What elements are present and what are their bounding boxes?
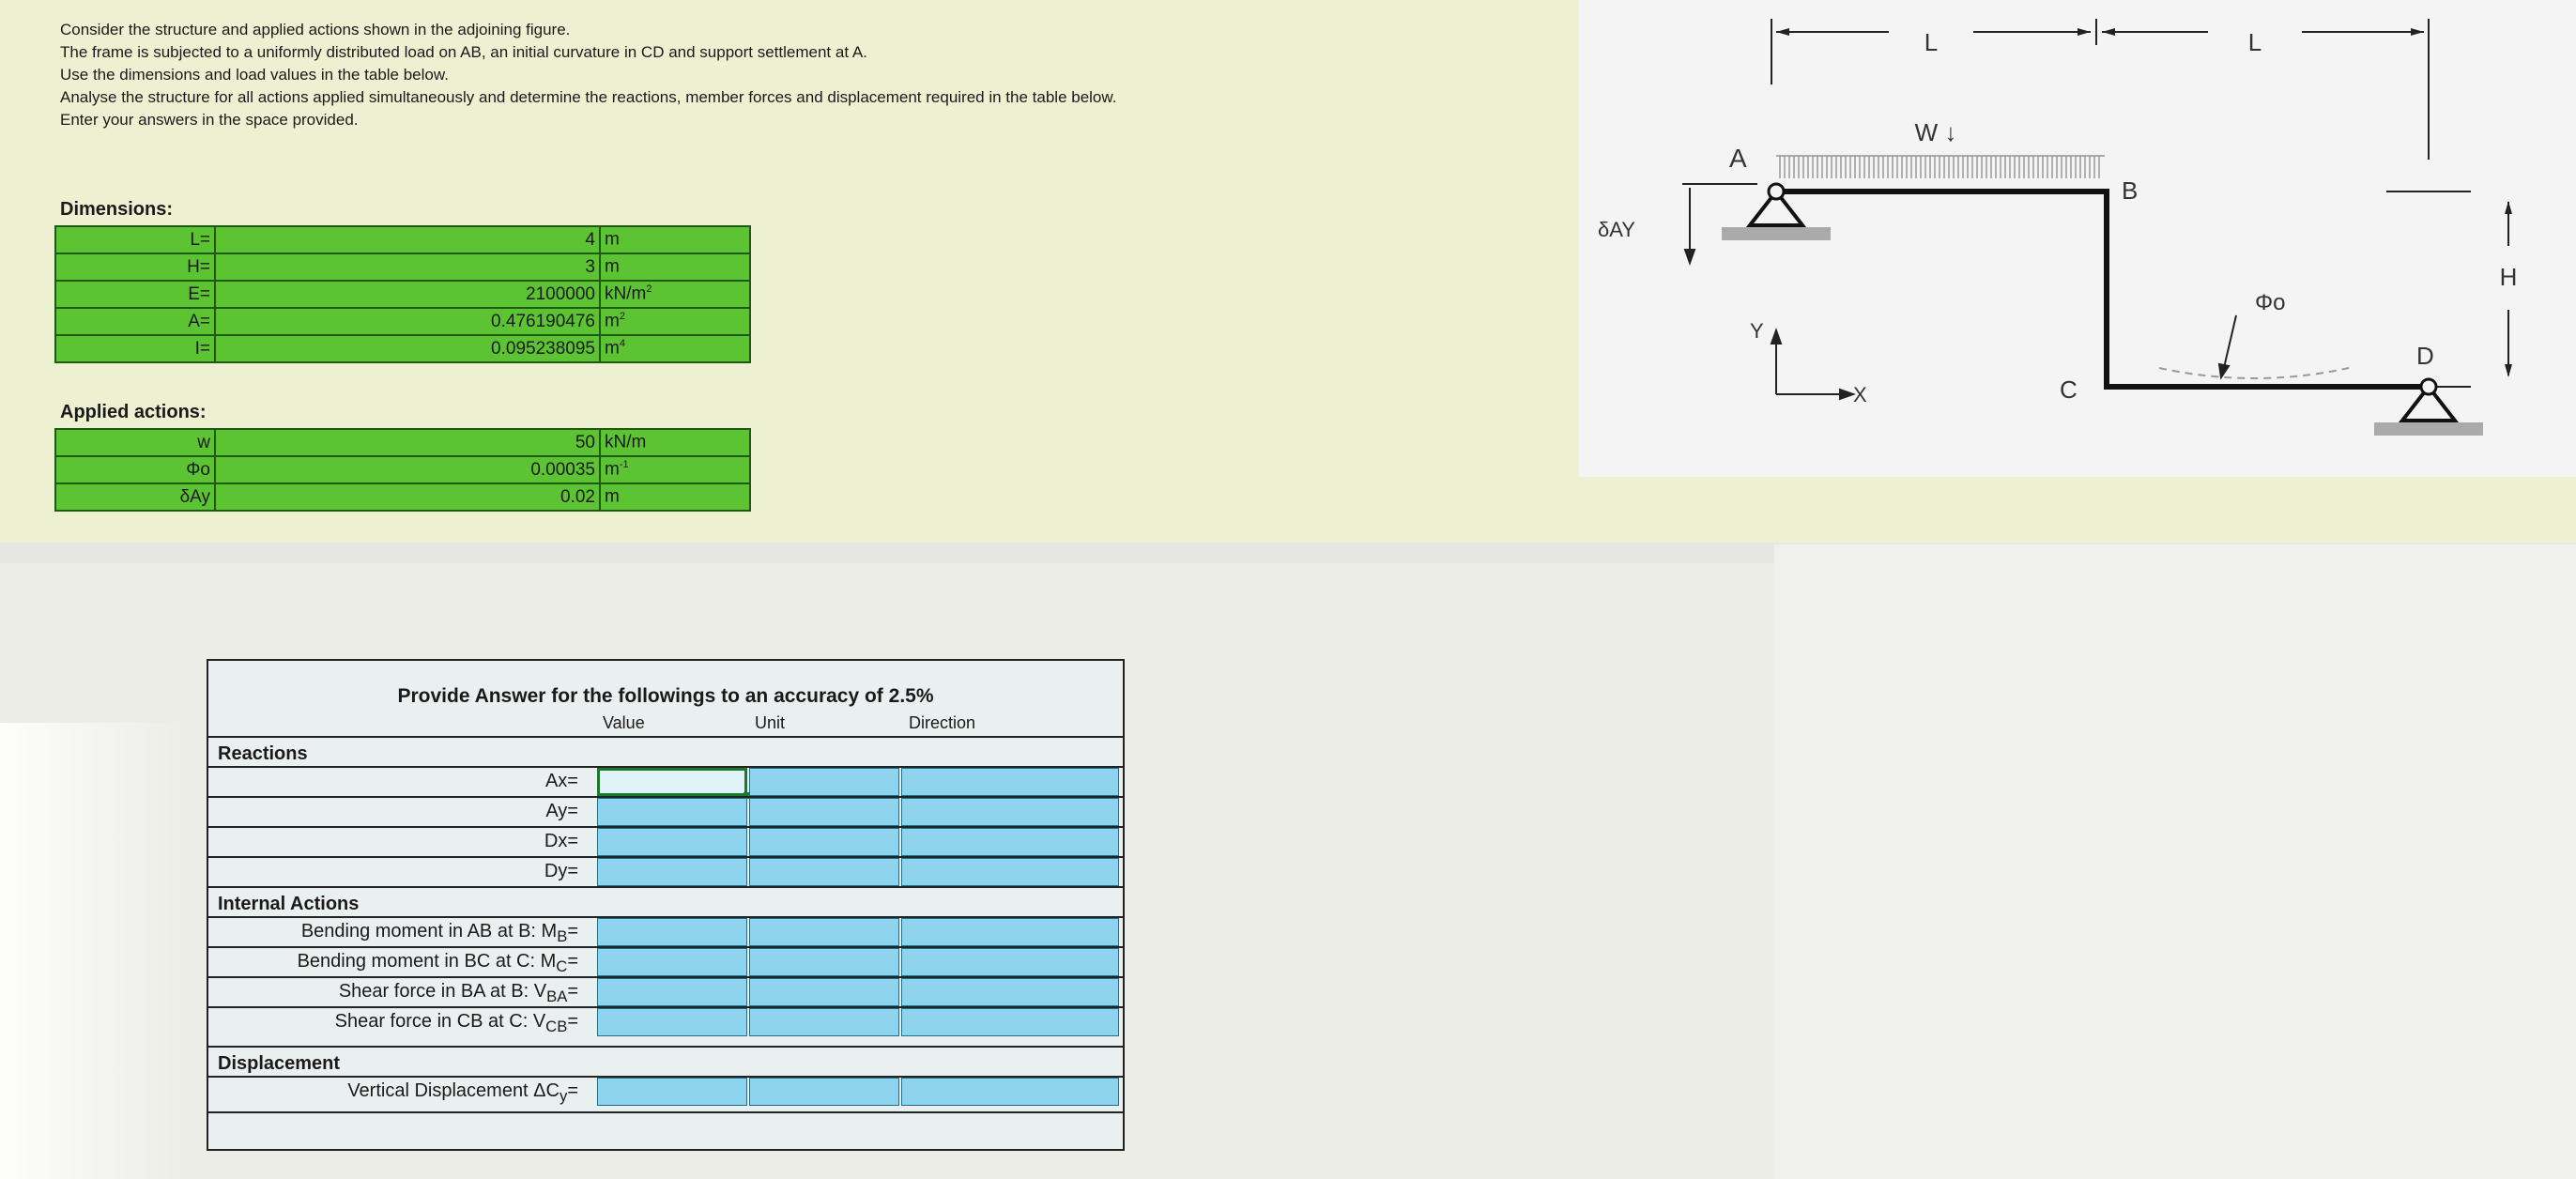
dim-label-l2: L [2247,28,2262,56]
vcb-direction-cell[interactable] [901,1008,1119,1036]
dx-unit-cell[interactable] [749,828,899,856]
intro-line: Use the dimensions and load values in the table below. [60,66,449,84]
ax-value-cell[interactable] [597,768,747,796]
vcb-unit-cell[interactable] [749,1008,899,1036]
problem-statement [60,19,1116,131]
dy-direction-cell[interactable] [901,858,1119,886]
table-row [208,856,1123,888]
reactions-title: Reactions [218,743,308,764]
table-row [55,308,750,335]
row-label-ay: Ay= [545,801,578,821]
action-label[interactable]: w [55,429,215,456]
dim-value[interactable]: 2100000 [215,281,600,308]
table-row [208,796,1123,828]
dim-value[interactable]: 0.476190476 [215,308,600,335]
action-unit[interactable]: $m^{-1}$ [600,456,750,483]
frame-diagram-svg [1579,0,2576,477]
settlement-arrow [1682,184,1757,263]
dim-label[interactable]: I= [55,335,215,362]
table-row [55,429,750,456]
action-unit[interactable]: kN/m [600,429,750,456]
ax-unit-cell[interactable] [749,768,899,796]
node-label-b: B [2122,176,2139,205]
row-label-ax: Ax= [544,771,578,791]
dim-unit[interactable]: $kN/m^2$ [600,281,750,308]
udl-load-ticks [1780,156,2099,178]
internal-actions-title: Internal Actions [218,894,360,914]
row-label-dy: Dy= [544,861,578,881]
blank-sheet-area [1774,544,2576,1179]
dim-value[interactable]: 4 [215,226,600,253]
dim-value[interactable]: 0.095238095 [215,335,600,362]
axis-label-y: Y [1750,319,1764,343]
dim-label[interactable]: L= [55,226,215,253]
vba-value-cell[interactable] [597,978,747,1006]
ay-value-cell[interactable] [597,798,747,826]
dim-unit[interactable]: m [600,226,750,253]
action-value[interactable]: 0.00035 [215,456,600,483]
dimension-h-line [2386,191,2508,387]
table-row [55,335,750,362]
table-row [208,886,1123,918]
table-row [208,826,1123,858]
row-label-mc: Bending moment in BC at C: $M_C=$ [297,951,578,975]
deltacy-value-cell[interactable] [597,1078,747,1106]
dim-value[interactable]: 3 [215,253,600,281]
table-row [208,1076,1123,1108]
mc-value-cell[interactable] [597,948,747,976]
answer-table [207,659,1125,1151]
dim-label-h: H [2499,263,2518,291]
intro-line: The frame is subjected to a uniformly distributed load on AB, an initial curvature in CD and support settlement at A. [60,43,867,61]
row-label-vcb: Shear force in CB at C: $V_{CB}=$ [334,1011,578,1035]
action-value[interactable]: 50 [215,429,600,456]
deltacy-unit-cell[interactable] [749,1078,899,1106]
dim-unit[interactable]: $m^2$ [600,308,750,335]
table-row [208,1046,1123,1078]
vba-unit-cell[interactable] [749,978,899,1006]
dimensions-title: Dimensions: [60,199,174,220]
axes-icon [1771,330,1853,399]
dy-unit-cell[interactable] [749,858,899,886]
deltacy-direction-cell[interactable] [901,1078,1119,1106]
intro-line: Analyse the structure for all actions applied simultaneously and determine the reactions, member forces and displacement required in the table below. [60,88,1117,106]
ay-unit-cell[interactable] [749,798,899,826]
mb-value-cell[interactable] [597,918,747,946]
answer-header: Provide Answer for the followings to an accuracy of 2.5% [397,685,934,707]
action-unit[interactable]: m [600,483,750,511]
applied-actions-table [54,428,751,512]
col-header-unit: Unit [755,713,786,732]
table-row [208,766,1123,798]
action-value[interactable]: 0.02 [215,483,600,511]
dimensions-table [54,225,751,363]
ax-direction-cell[interactable] [901,768,1119,796]
dim-label[interactable]: A= [55,308,215,335]
table-row [55,456,750,483]
node-label-c: C [2060,375,2078,404]
table-row [208,1111,1123,1113]
table-row [208,916,1123,948]
applied-actions-title: Applied actions: [60,402,207,422]
table-row [55,253,750,281]
mc-direction-cell[interactable] [901,948,1119,976]
dx-value-cell[interactable] [597,828,747,856]
dim-label[interactable]: E= [55,281,215,308]
axis-label-x: X [1853,383,1867,406]
dim-label[interactable]: H= [55,253,215,281]
table-row [208,946,1123,978]
col-header-direction: Direction [909,713,976,732]
curvature-curve [2159,368,2349,378]
table-row [55,281,750,308]
intro-line: Consider the structure and applied actions shown in the adjoining figure. [60,21,571,38]
table-row [208,1006,1123,1038]
ay-direction-cell[interactable] [901,798,1119,826]
page-glare [0,723,188,1179]
frame-diagram [1579,0,2576,477]
col-header-value: Value [603,713,645,732]
node-label-d: D [2416,342,2434,370]
dimension-l-line [1771,19,2429,160]
intro-line: Enter your answers in the space provided. [60,111,359,129]
table-row [208,976,1123,1008]
table-row [55,483,750,511]
action-label[interactable]: Φo [55,456,215,483]
dim-unit[interactable]: m [600,253,750,281]
vcb-value-cell[interactable] [597,1008,747,1036]
dim-label-l1: L [1924,28,1939,56]
displacement-title: Displacement [218,1053,341,1074]
curvature-pointer [2219,315,2236,377]
row-label-vba: Shear force in BA at B: $V_{BA}=$ [338,981,578,1005]
dim-unit[interactable]: $m^4$ [600,335,750,362]
dy-value-cell[interactable] [597,858,747,886]
row-label-mb: Bending moment in AB at B: $M_B=$ [300,921,578,945]
mc-unit-cell[interactable] [749,948,899,976]
row-label-deltacy: Vertical Displacement $\Delta C_y=$ [347,1080,578,1105]
mb-direction-cell[interactable] [901,918,1119,946]
curvature-label: Φo [2255,290,2286,315]
table-row [55,226,750,253]
frame-members [1776,191,2429,387]
action-label[interactable]: δAy [55,483,215,511]
mb-unit-cell[interactable] [749,918,899,946]
load-label-w: W ↓ [1914,118,1957,146]
table-row [208,736,1123,768]
node-label-a: A [1729,144,1747,173]
vba-direction-cell[interactable] [901,978,1119,1006]
dx-direction-cell[interactable] [901,828,1119,856]
settlement-label: δAY [1598,218,1635,241]
row-label-dx: Dx= [544,831,578,851]
